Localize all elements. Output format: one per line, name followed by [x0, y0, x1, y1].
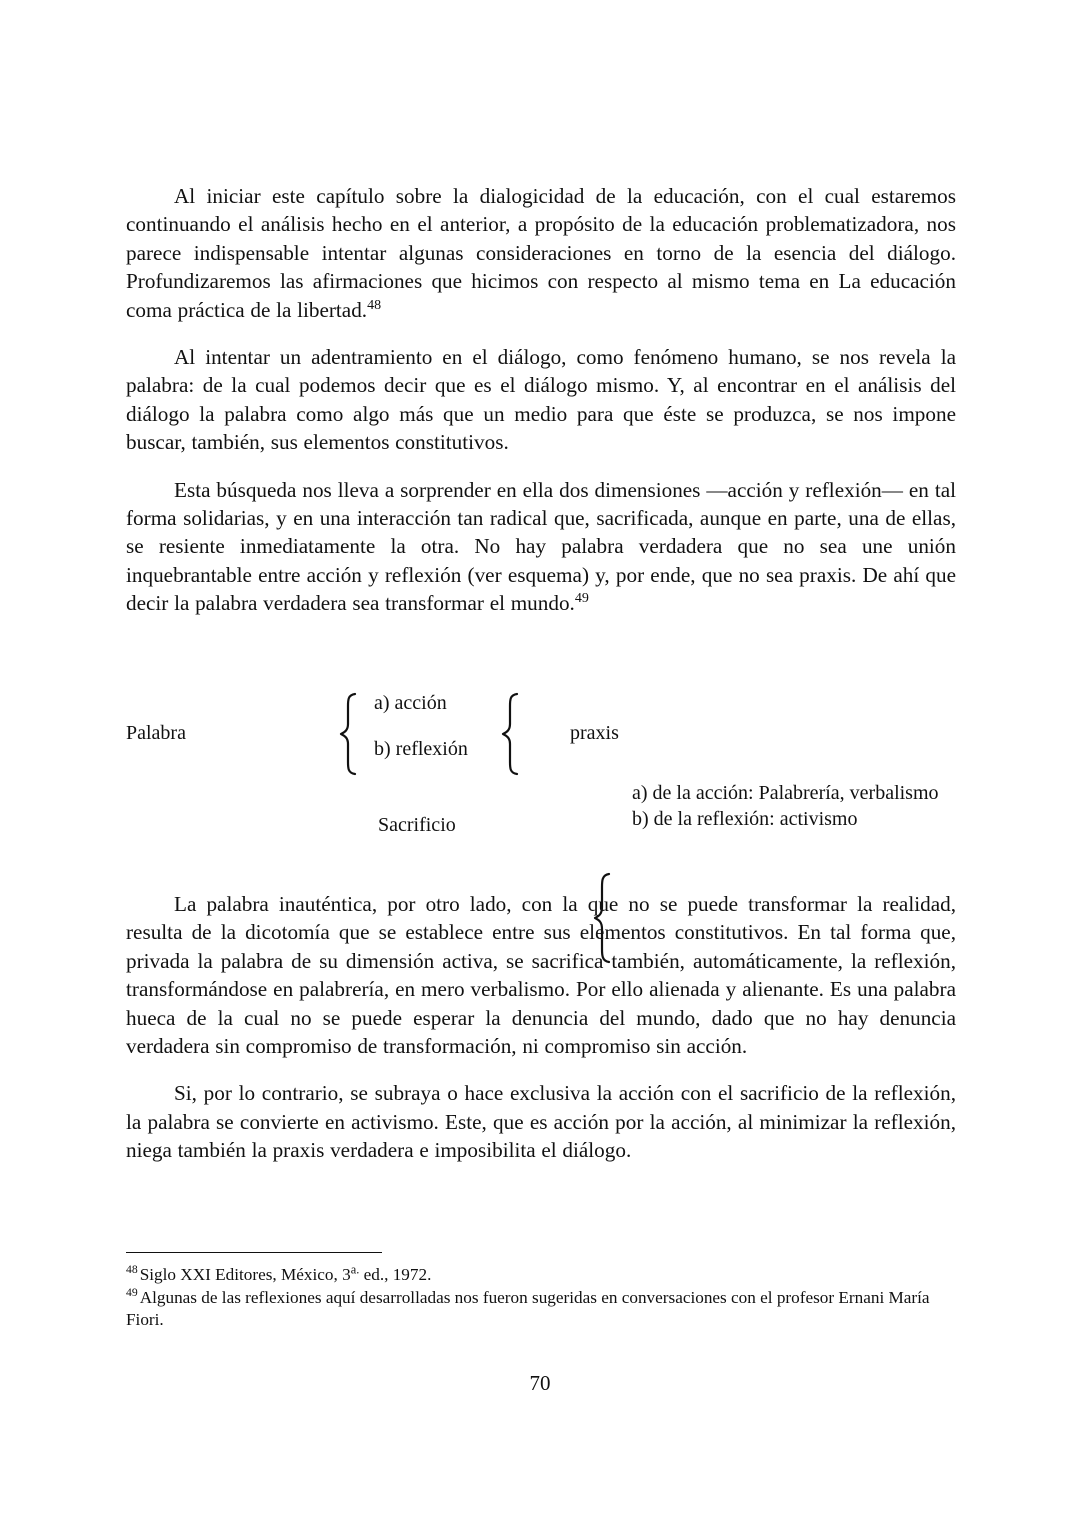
paragraph-4: [126, 890, 956, 1060]
schema-row-primary: [126, 688, 956, 780]
schema-result-label: praxis: [570, 722, 619, 744]
schema-component-item: b) reflexión: [374, 738, 468, 760]
schema-components-list: [374, 688, 468, 764]
schema-sacrifice-list: [632, 780, 952, 832]
footnote-48-marker: 48: [126, 1263, 138, 1277]
paragraph-1-text: Al iniciar este capítulo sobre la dialogicidad de la educación, con el cual estaremos continuando el análisis hecho en el anterior, a propósito de la educación problematizadora, nos parece indispensable intentar algunas consideraciones en torno de la esencia del diálogo. Profundizaremos las afirmaciones que hicimos con respecto al mismo tema en La educación coma práctica de la libertad.: [126, 184, 956, 322]
footnote-49-marker: 49: [126, 1285, 138, 1299]
schema-root-label: Palabra: [126, 722, 186, 744]
footnote-48-text-tail: ed., 1972.: [359, 1265, 432, 1284]
footnote-49-text: Algunas de las reflexiones aquí desarrolladas nos fueron sugeridas en conversaciones con el profesor Ernani María Fiori.: [126, 1287, 930, 1330]
page-number: 70: [529, 1371, 551, 1395]
paragraph-2: [126, 343, 956, 457]
schema-sacrifice-item: a) de la acción: Palabrería, verbalismo: [632, 782, 939, 804]
body-text-block: [126, 182, 956, 618]
footnote-48-ordinal-sup: a.: [350, 1262, 360, 1277]
paragraph-3-text: Esta búsqueda nos lleva a sorprender en ella dos dimensiones —acción y reflexión— en tal forma solidarias, y en una interacción tan radical que, sacrificada, aunque en parte, una de ellas, se resiente inmediatamente la otra. No hay palabra verdadera que no sea une unión inquebrantable entre acción y reflexión (ver esquema) y, por ende, que no sea praxis. De ahí que decir la palabra verdadera sea transformar el mundo.: [126, 477, 956, 616]
footnotes-area: [126, 1252, 956, 1332]
palabra-schema-diagram: [126, 688, 956, 883]
left-curly-brace-icon: [338, 692, 360, 776]
footnote-48: [126, 1264, 956, 1287]
paragraph-2-text: Al intentar un adentramiento en el diálogo, como fenómeno humano, se nos revela la palabra: de la cual podemos decir que es el diálogo mismo. Y, al encontrar en el análisis del diálogo la palabra como algo más que un medio para que éste se produzca, se nos impone buscar, también, sus elementos constitutivos.: [126, 345, 956, 455]
left-curly-brace-icon: [500, 692, 522, 776]
paragraph-1: [126, 182, 956, 324]
footnote-48-text: Siglo XXI Editores, México, 3: [139, 1265, 351, 1284]
paragraph-3: [126, 476, 956, 618]
body-text-block-lower: [126, 890, 956, 1165]
paragraph-5-text: Si, por lo contrario, se subraya o hace exclusiva la acción con el sacrificio de la reflexión, la palabra se convierte en activismo. Este, que es acción por la acción, al minimizar la reflexión, niega también la praxis verdadera e imposibilita el diálogo.: [126, 1081, 956, 1163]
footnote-49: [126, 1287, 956, 1332]
footnote-separator-rule: [126, 1252, 382, 1253]
footnote-ref-49[interactable]: 49: [574, 591, 589, 607]
schema-sacrifice-item: b) de la reflexión: activismo: [632, 808, 858, 830]
paragraph-5: [126, 1079, 956, 1164]
paragraph-4-text: La palabra inauténtica, por otro lado, con la que no se puede transformar la realidad, resulta de la dicotomía que se establece entre sus elementos constitutivos. En tal forma que, privada la palabra de su dimensión activa, se sacrifica también, automáticamente, la reflexión, transformándose en palabrería, en mero verbalismo. Por ello alienada y alienante. Es una palabra hueca de la cual no se puede esperar la denuncia del mundo, dado que no hay denuncia verdadera sin compromiso de transformación, ni compromiso sin acción.: [126, 892, 956, 1059]
footnote-ref-48[interactable]: 48: [367, 297, 382, 313]
schema-component-item: a) acción: [374, 692, 447, 714]
schema-sacrifice-label: Sacrificio: [378, 814, 456, 836]
